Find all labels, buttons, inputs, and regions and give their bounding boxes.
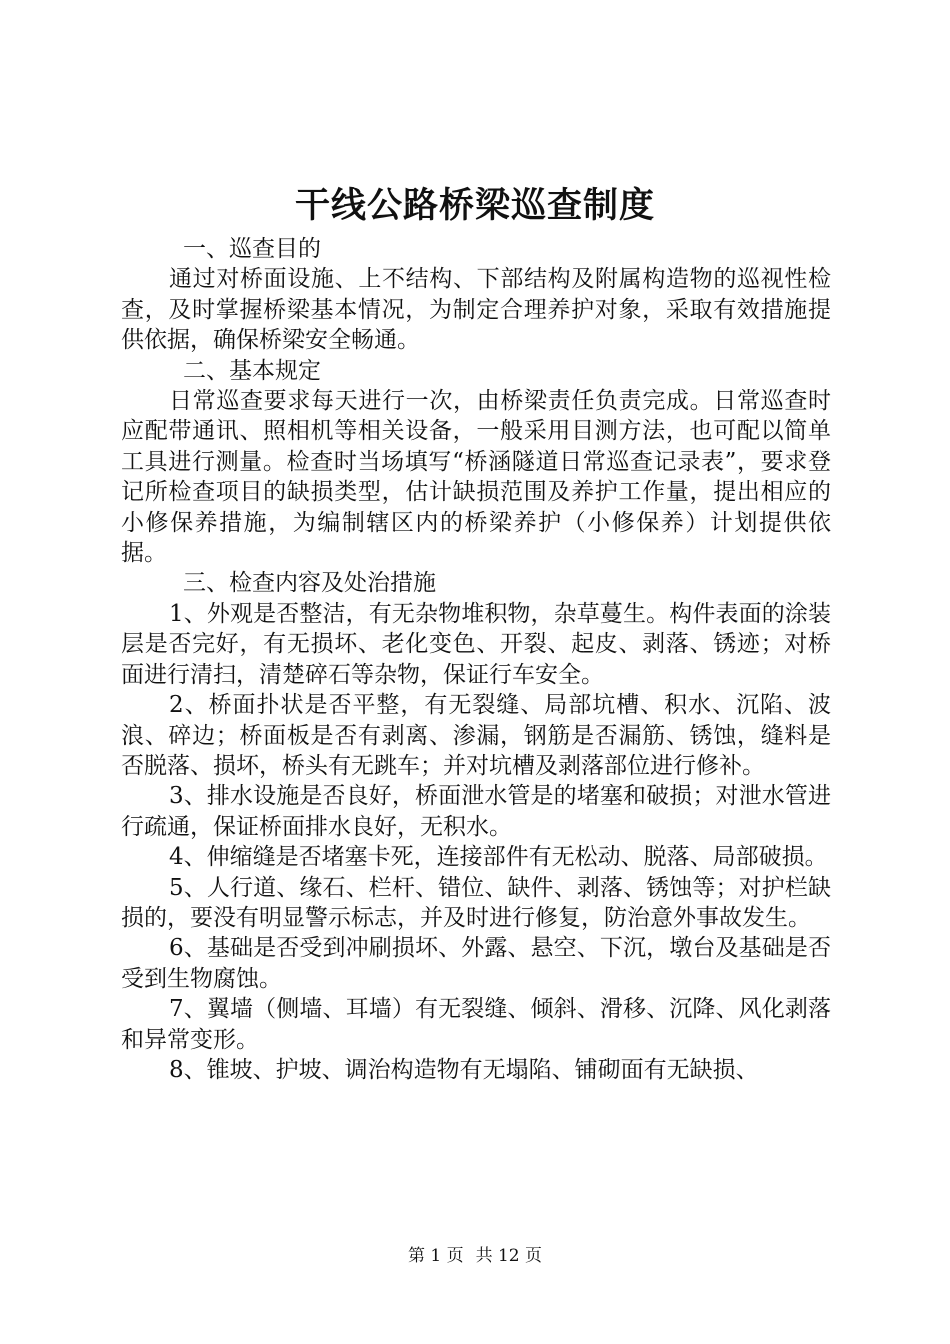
page-number: 第 1 页: [407, 1246, 464, 1266]
page-footer: [0, 1244, 950, 1268]
page-total: 共 12 页: [475, 1246, 543, 1266]
section-heading: 一、巡查目的: [183, 236, 321, 262]
paragraph: 日常巡查要求每天进行一次，由桥梁责任负责完成。日常巡查时应配带通讯、照相机等相关设备，一般采用目测方法，也可配以简单工具进行测量。检查时当场填写“桥涵隧道日常巡查记录表”，要求登记所检查项目的缺损类型，估计缺损范围及养护工作量，提出相应的小修保养措施，为编制辖区内的桥梁养护（小修保养）计划提供依据。: [121, 388, 831, 567]
paragraph: 通过对桥面设施、上不结构、下部结构及附属构造物的巡视性检查，及时掌握桥梁基本情况，为制定合理养护对象，采取有效措施提供依据，确保桥梁安全畅通。: [121, 266, 831, 354]
paragraph: 3、排水设施是否良好，桥面泄水管是的堵塞和破损；对泄水管进行疏通，保证桥面排水良好，无积水。: [121, 783, 831, 840]
paragraph: 2、桥面扑状是否平整，有无裂缝、局部坑槽、积水、沉陷、波浪、碎边；桥面板是否有剥离、渗漏，钢筋是否漏筋、锈蚀，缝料是否脱落、损坏，桥头有无跳车；并对坑槽及剥落部位进行修补。: [121, 692, 831, 779]
document-title: 干线公路桥梁巡查制度: [294, 185, 655, 226]
document-body: [121, 234, 831, 1085]
paragraph: 1、外观是否整洁，有无杂物堆积物，杂草蔓生。构件表面的涂装层是否完好，有无损坏、老化变色、开裂、起皮、剥落、锈迹；对桥面进行清扫，清楚碎石等杂物，保证行车安全。: [121, 600, 831, 688]
section-heading: 二、基本规定: [183, 357, 321, 384]
paragraph: 4、伸缩缝是否堵塞卡死，连接部件有无松动、脱落、局部破损。: [169, 844, 828, 871]
paragraph: 6、基础是否受到冲刷损坏、外露、悬空、下沉，墩台及基础是否受到生物腐蚀。: [121, 935, 831, 992]
section-heading: 三、检查内容及处治措施: [183, 570, 436, 597]
paragraph: 8、锥坡、护坡、调治构造物有无塌陷、铺砌面有无缺损、: [169, 1056, 759, 1083]
paragraph: 5、人行道、缘石、栏杆、错位、缺件、剥落、锈蚀等；对护栏缺损的，要没有明显警示标志，并及时进行修复，防治意外事故发生。: [121, 874, 831, 931]
paragraph: 7、翼墙（侧墙、耳墙）有无裂缝、倾斜、滑移、沉降、风化剥落和异常变形。: [121, 996, 831, 1053]
